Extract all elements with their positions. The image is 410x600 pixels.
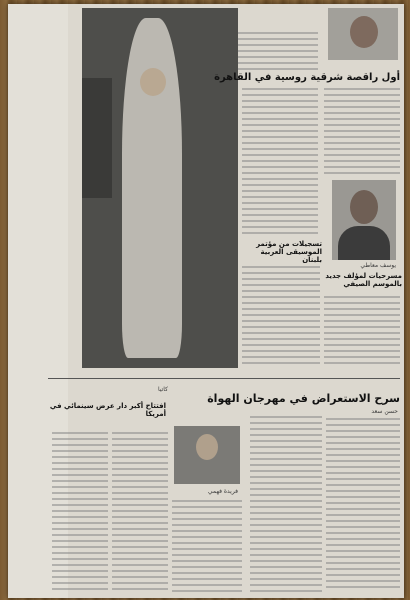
bottom-column-5 <box>326 418 400 592</box>
bottom-column-3 <box>172 500 242 592</box>
bottom-column-1 <box>52 432 108 592</box>
article-column-3 <box>324 296 400 368</box>
dancer-photo <box>82 8 238 368</box>
bottom-column-4 <box>250 416 322 592</box>
left-headline: افتتاح أكبر دار عرض سينمائي في أمريكا <box>49 402 166 418</box>
bottom-byline: حسن سعد <box>371 408 398 415</box>
actress-caption: فريدة فهمي <box>207 488 238 495</box>
top-right-portrait <box>328 8 398 60</box>
bottom-headline: سرح الاستعراض في مهرجان الهواة <box>207 392 400 405</box>
section-divider <box>48 378 400 379</box>
article-column-4 <box>242 266 320 368</box>
bottom-column-2 <box>112 432 168 592</box>
article-column-2 <box>324 88 400 178</box>
side-headline-2: مسرحيات لمؤلف جديد بالموسم الصيفي <box>325 272 402 288</box>
newspaper-clipping <box>8 4 404 598</box>
photo-caption: كاتيا <box>158 386 168 393</box>
author-portrait <box>332 180 396 260</box>
actress-photo <box>174 426 240 484</box>
main-headline: أول راقصة شرقية روسية في القاهرة <box>214 72 400 83</box>
article-column-1 <box>242 88 318 236</box>
portrait-caption: يوسف معاطي <box>360 262 396 269</box>
side-headline-1: تسجيلات من مؤتمر الموسيقى العربية بلبنان <box>256 240 322 264</box>
